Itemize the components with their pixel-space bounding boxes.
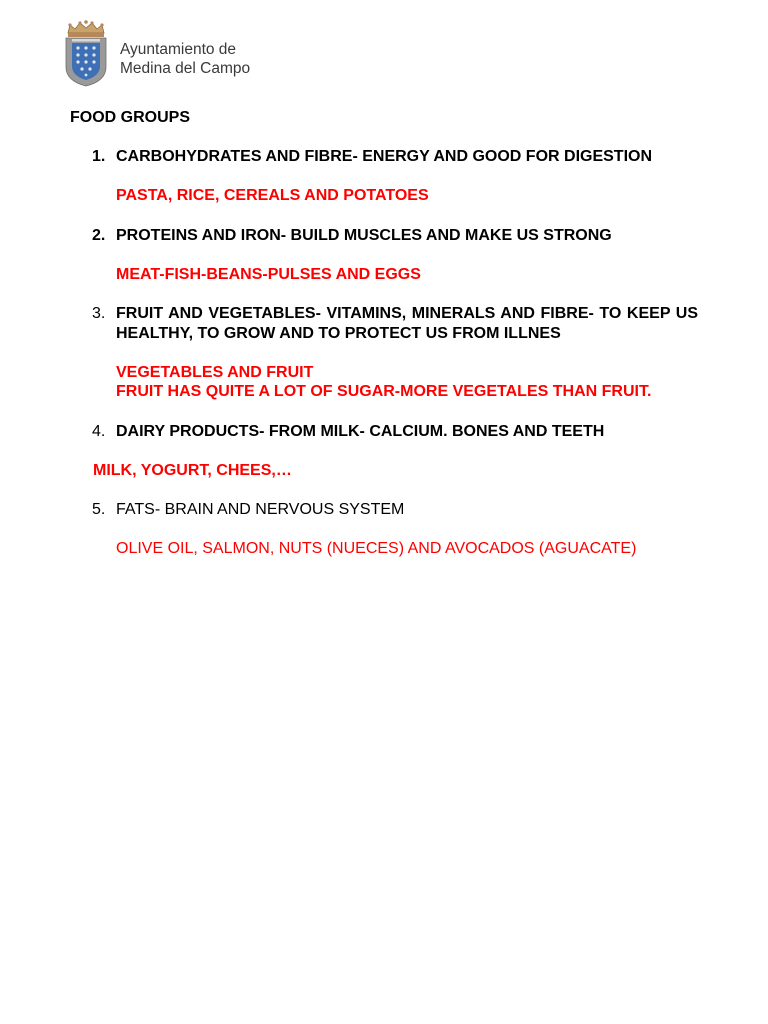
document-body [70, 108, 698, 559]
coat-of-arms-icon [62, 19, 110, 87]
examples-text: MEAT-FISH-BEANS-PULSES AND EGGS [116, 265, 421, 283]
food-group-4 [70, 422, 698, 442]
food-group-1 [70, 147, 698, 167]
organization-name-line2: Medina del Campo [120, 60, 251, 77]
food-group-2 [70, 226, 698, 246]
food-group-title: FRUIT AND VEGETABLES- VITAMINS, MINERALS AND FIBRE- TO KEEP US HEALTHY, TO GROW AND TO PROTECT US FROM ILLNES [116, 304, 698, 342]
list-number: 5. [92, 500, 106, 518]
food-group-title: DAIRY PRODUCTS- FROM MILK- CALCIUM. BONES AND TEETH [116, 422, 605, 440]
food-group-title: CARBOHYDRATES AND FIBRE- ENERGY AND GOOD FOR DIGESTION [116, 148, 653, 166]
list-number: 3. [92, 304, 106, 322]
food-group-3-examples [70, 363, 698, 402]
organization-name [120, 40, 250, 78]
document-title: FOOD GROUPS [70, 109, 191, 126]
examples-text: PASTA, RICE, CEREALS AND POTATOES [116, 187, 429, 205]
organization-name-line1: Ayuntamiento de [120, 41, 237, 58]
food-group-title: PROTEINS AND IRON- BUILD MUSCLES AND MAKE US STRONG [116, 226, 612, 244]
food-group-5 [70, 500, 698, 520]
header-logo [62, 19, 262, 89]
food-group-2-examples [70, 265, 698, 285]
examples-text: MILK, YOGURT, CHEES,… [93, 461, 292, 479]
examples-text: OLIVE OIL, SALMON, NUTS (NUECES) AND AVOCADOS (AGUACATE) [116, 540, 637, 558]
examples-text: FRUIT HAS QUITE A LOT OF SUGAR-MORE VEGETALES THAN FRUIT. [116, 383, 652, 401]
examples-text: VEGETABLES AND FRUIT [116, 363, 314, 381]
food-group-4-examples [70, 461, 698, 481]
food-group-3 [70, 304, 698, 343]
list-number: 2. [92, 226, 106, 244]
list-number: 1. [92, 148, 106, 166]
food-group-title: FATS- BRAIN AND NERVOUS SYSTEM [116, 500, 405, 518]
list-number: 4. [92, 422, 106, 440]
food-group-5-examples [70, 539, 698, 559]
food-group-1-examples [70, 186, 698, 206]
